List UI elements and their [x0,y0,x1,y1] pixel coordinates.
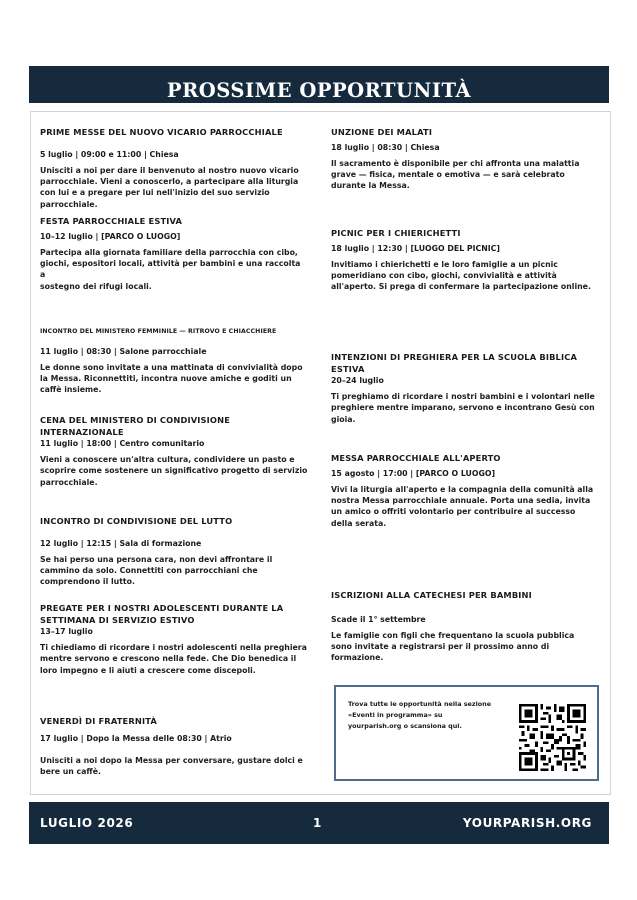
footer [29,802,609,844]
event-meta: 20–24 luglio [331,376,384,385]
event-meta: 11 luglio | 08:30 | Salone parrocchiale [40,346,207,356]
event-womens-ministry [40,326,315,396]
event-description: Vieni a conoscere un'altra cultura, condividere un pasto e scoprire come sostenere un significativo progetto di servizio parrocchiale. [40,455,308,487]
event-description: Unisciti a noi dopo la Messa per conversare, gustare dolci e bere un caffè. [40,755,303,776]
event-title: ISCRIZIONI ALLA CATECHESI PER BAMBINI [331,590,532,600]
event-meta: 11 luglio | 18:00 | Centro comunitario [40,439,205,448]
event-meta: 15 agosto | 17:00 | [PARCO O LUOGO] [331,468,496,478]
event-description: Partecipa alla giornata familiare della parrocchia con cibo, giochi, espositori locali, attività per bambini e una raccolta a sostegno dei rifugi locali. [40,247,301,291]
qr-callout [334,685,599,781]
event-pray-for-teens [40,603,315,676]
event-fraternity-friday [40,716,315,777]
event-title: CENA DEL MINISTERO DI CONDIVISIONE INTERNAZIONALE [40,415,231,437]
event-description: Ti preghiamo di ricordare i nostri bambini e i volontari nelle preghiere mentre imparano, servono e incontrano Gesù con gioia. [331,392,595,424]
footer-website[interactable]: YOURPARISH.ORG [462,816,592,830]
page-title: PROSSIME OPPORTUNITÀ [29,66,609,103]
event-description: Il sacramento è disponibile per chi affronta una malattia grave — fisica, mentale o emotiva — e sarà celebrato durante la Messa. [331,158,580,191]
event-anointing-of-sick [331,127,601,192]
event-vbs-prayer [331,352,601,425]
event-title: VENERDÌ DI FRATERNITÀ [40,716,157,726]
event-meta: 5 luglio | 09:00 e 11:00 | Chiesa [40,149,179,159]
event-title: PREGATE PER I NOSTRI ADOLESCENTI DURANTE LA SETTIMANA DI SERVIZIO ESTIVO [40,603,284,625]
event-altar-servers-picnic [331,228,601,293]
event-title: INCONTRO DI CONDIVISIONE DEL LUTTO [40,516,233,526]
event-title: PICNIC PER I CHIERICHETTI [331,228,461,238]
event-meta: 18 luglio | 08:30 | Chiesa [331,142,440,152]
event-meta: 12 luglio | 12:15 | Sala di formazione [40,538,202,548]
event-description: Unisciti a noi per dare il benvenuto al nostro nuovo vicario parrocchiale. Vieni a conoscerlo, a partecipare alla liturgia con lui e a pregare per lui nell'inizio del suo servizio parrocchiale. [40,165,299,209]
event-description: Le famiglie con figli che frequentano la scuola pubblica sono invitate a registrarsi per il prossimo anno di formazione. [331,630,575,663]
event-meta: 13–17 luglio [40,627,93,636]
event-meta: 10–12 luglio | [PARCO O LUOGO] [40,231,181,241]
event-title: MESSA PARROCCHIALE ALL'APERTO [331,453,501,463]
event-meta: 18 luglio | 12:30 | [LUOGO DEL PICNIC] [331,243,500,253]
event-description: Invitiamo i chierichetti e le loro famiglie a un picnic pomeridiano con cibo, giochi, convivialità e attività all'aperto. Si prega di confermare la partecipazione online. [331,259,591,292]
event-catechesis-registration [331,590,601,664]
qr-code-icon[interactable] [519,704,586,771]
event-title: PRIME MESSE DEL NUOVO VICARIO PARROCCHIALE [40,127,283,137]
event-meta: Scade il 1° settembre [331,614,426,624]
event-title: INCONTRO DEL MINISTERO FEMMINILE — RITROVO E CHIACCHIERE [40,328,277,335]
event-outdoor-mass [331,453,601,529]
event-summer-festival [40,216,315,292]
event-new-vicar-masses [40,127,315,210]
footer-page-number: 1 [313,816,322,830]
event-title: UNZIONE DEI MALATI [331,127,433,137]
event-description: Le donne sono invitate a una mattinata di convivialità dopo la Messa. Riconnettiti, incontra nuove amiche e goditi un caffè insieme. [40,362,303,395]
event-meta: 17 luglio | Dopo la Messa delle 08:30 | Atrio [40,733,232,743]
event-title: INTENZIONI DI PREGHIERA PER LA SCUOLA BIBLICA ESTIVA [331,352,578,374]
event-description: Se hai perso una persona cara, non devi affrontare il cammino da solo. Connettiti con parrocchiani che comprendono il lutto. [40,554,273,587]
event-grief-sharing [40,516,315,588]
event-international-dinner [40,415,315,488]
footer-date: LUGLIO 2026 [40,816,134,830]
event-description: Ti chiediamo di ricordare i nostri adolescenti nella preghiera mentre servono e crescono nella fede. Che Dio benedica il loro impegno e li aiuti a crescere come discepoli. [40,643,307,675]
qr-callout-text: Trova tutte le opportunità nella sezione «Eventi in programma» su yourparish.org o scansiona qui. [348,700,492,730]
event-title: FESTA PARROCCHIALE ESTIVA [40,216,183,226]
event-description: Vivi la liturgia all'aperto e la compagnia della comunità alla nostra Messa parrocchiale annuale. Porta una sedia, invita un amico o offriti volontario per contribuire al successo della serata. [331,484,594,528]
